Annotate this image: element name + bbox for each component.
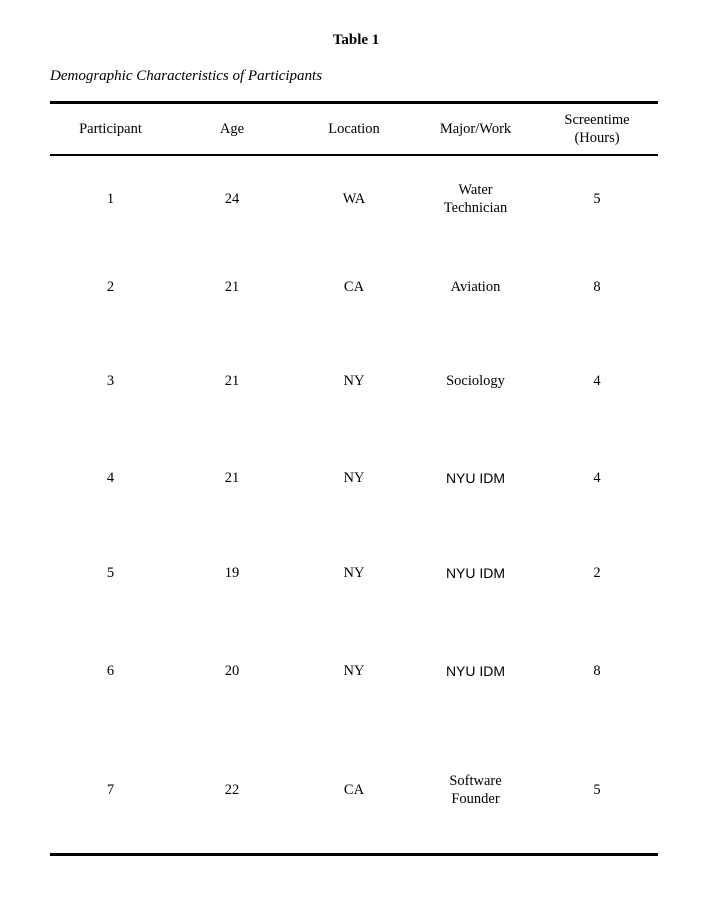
cell-age: 19 bbox=[224, 565, 240, 581]
table-header-row bbox=[50, 104, 658, 154]
table-row bbox=[50, 564, 658, 582]
cell-age: 21 bbox=[224, 470, 240, 486]
cell-location: CA bbox=[343, 279, 365, 295]
cell-participant: 5 bbox=[106, 565, 115, 581]
cell-participant: 1 bbox=[106, 191, 115, 207]
cell-screentime: 2 bbox=[593, 565, 601, 581]
cell-location: WA bbox=[342, 191, 366, 207]
cell-participant: 6 bbox=[106, 663, 115, 679]
table-row bbox=[50, 278, 658, 296]
header-location: Location bbox=[328, 121, 380, 137]
cell-major-work: Water Technician bbox=[443, 182, 508, 216]
cell-age: 20 bbox=[224, 663, 240, 679]
cell-location: NY bbox=[343, 373, 365, 389]
cell-age: 24 bbox=[224, 191, 240, 207]
cell-participant: 2 bbox=[106, 279, 115, 295]
cell-screentime: 4 bbox=[593, 373, 601, 389]
cell-screentime: 8 bbox=[593, 663, 601, 679]
cell-location: NY bbox=[343, 470, 365, 486]
cell-location: NY bbox=[343, 663, 365, 679]
cell-age: 22 bbox=[224, 782, 240, 798]
cell-participant: 4 bbox=[106, 470, 115, 486]
cell-participant: 7 bbox=[106, 782, 115, 798]
table-caption: Demographic Characteristics of Participants bbox=[50, 68, 323, 84]
table-row bbox=[50, 469, 658, 487]
cell-major-work: Sociology bbox=[446, 373, 505, 389]
table-row bbox=[50, 662, 658, 680]
cell-screentime: 4 bbox=[593, 470, 601, 486]
cell-participant: 3 bbox=[106, 373, 115, 389]
table-row bbox=[50, 372, 658, 390]
table-bottom-rule bbox=[50, 853, 658, 856]
cell-major-work: NYU IDM bbox=[445, 565, 506, 581]
cell-screentime: 8 bbox=[593, 279, 601, 295]
cell-major-work: NYU IDM bbox=[445, 663, 506, 679]
cell-age: 21 bbox=[224, 373, 240, 389]
header-age: Age bbox=[219, 121, 245, 137]
header-major-work: Major/Work bbox=[439, 121, 512, 137]
cell-major-work: Aviation bbox=[450, 279, 501, 295]
cell-location: CA bbox=[343, 782, 365, 798]
table-row bbox=[50, 772, 658, 808]
cell-major-work: Software Founder bbox=[449, 773, 502, 807]
header-screentime: Screentime (Hours) bbox=[564, 112, 630, 146]
cell-location: NY bbox=[343, 565, 365, 581]
cell-screentime: 5 bbox=[593, 191, 601, 207]
table-header-rule bbox=[50, 154, 658, 156]
table-title: Table 1 bbox=[332, 32, 380, 48]
header-participant: Participant bbox=[79, 121, 142, 137]
cell-screentime: 5 bbox=[593, 782, 601, 798]
table-row bbox=[50, 181, 658, 217]
cell-age: 21 bbox=[224, 279, 240, 295]
cell-major-work: NYU IDM bbox=[445, 470, 506, 486]
